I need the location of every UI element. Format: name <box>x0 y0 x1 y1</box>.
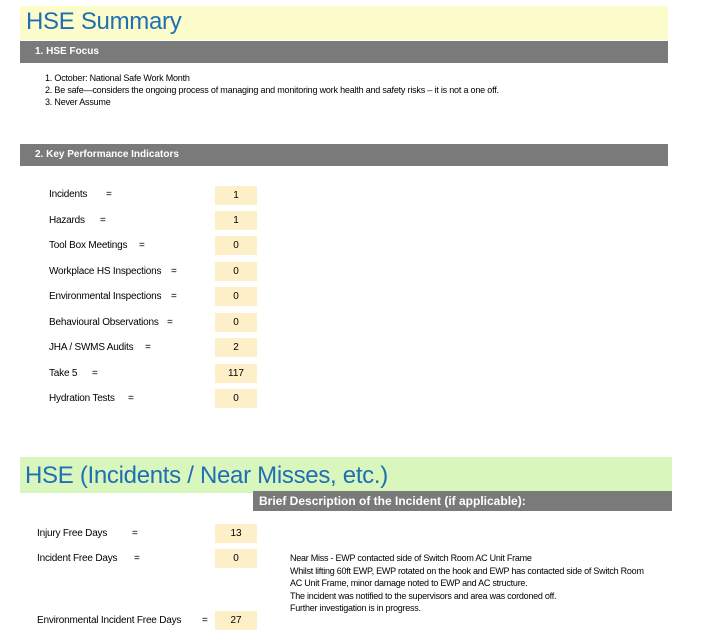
section-heading: 1. HSE Focus <box>35 46 99 57</box>
stat-equals: = <box>134 553 140 564</box>
kpi-equals: = <box>167 317 173 328</box>
section-header-hse-focus <box>20 41 668 63</box>
stat-value: 0 <box>215 549 257 568</box>
description-line: AC Unit Frame, minor damage noted to EWP and AC structure. <box>290 578 528 588</box>
brief-description-header <box>253 491 672 511</box>
stat-row-environmental-free <box>37 615 208 626</box>
stat-equals: = <box>202 615 208 626</box>
incident-description <box>290 552 690 615</box>
stat-value: 27 <box>215 611 257 630</box>
stat-label: Incident Free Days <box>37 553 118 564</box>
focus-item: 2. Be safe—considers the ongoing process of managing and monitoring work health and safety risks – it is not a one off. <box>45 85 499 95</box>
kpi-row-hydration <box>49 393 134 404</box>
kpi-row-toolbox <box>49 240 145 251</box>
kpi-row-hazards <box>49 215 106 226</box>
kpi-value: 1 <box>215 211 257 230</box>
kpi-equals: = <box>171 291 177 302</box>
kpi-equals: = <box>100 215 106 226</box>
page-title: HSE Summary <box>26 8 182 35</box>
kpi-value: 117 <box>215 364 257 383</box>
kpi-label: Incidents <box>49 189 88 200</box>
description-line: Near Miss - EWP contacted side of Switch Room AC Unit Frame <box>290 553 532 563</box>
stat-value: 13 <box>215 524 257 543</box>
kpi-label: Hazards <box>49 215 85 226</box>
kpi-row-environmental-inspections <box>49 291 177 302</box>
kpi-label: Environmental Inspections <box>49 291 162 302</box>
description-line: The incident was notified to the supervisors and area was cordoned off. <box>290 590 557 601</box>
kpi-equals: = <box>145 342 151 353</box>
hse-focus-list <box>45 72 499 108</box>
stat-label: Injury Free Days <box>37 528 108 539</box>
kpi-label: Tool Box Meetings <box>49 240 128 251</box>
stat-row-injury-free <box>37 528 138 539</box>
incidents-title: HSE (Incidents / Near Misses, etc.) <box>25 462 388 489</box>
description-line: Further investigation is in progress. <box>290 603 421 613</box>
stat-label: Environmental Incident Free Days <box>37 615 182 626</box>
brief-description-heading: Brief Description of the Incident (if applicable): <box>259 494 526 508</box>
kpi-label: Take 5 <box>49 368 78 379</box>
stat-row-incident-free <box>37 553 140 564</box>
kpi-label: Behavioural Observations <box>49 317 159 328</box>
kpi-equals: = <box>92 368 98 379</box>
kpi-value: 0 <box>215 389 257 408</box>
kpi-label: Hydration Tests <box>49 393 115 404</box>
focus-item: 1. October: National Safe Work Month <box>45 73 190 83</box>
section-heading: 2. Key Performance Indicators <box>35 149 179 160</box>
kpi-label: JHA / SWMS Audits <box>49 342 134 353</box>
kpi-value: 2 <box>215 338 257 357</box>
section-header-kpi <box>20 144 668 166</box>
kpi-equals: = <box>139 240 145 251</box>
kpi-value: 0 <box>215 236 257 255</box>
kpi-row-take5 <box>49 368 98 379</box>
stat-equals: = <box>132 528 138 539</box>
kpi-row-behavioural-observations <box>49 317 173 328</box>
kpi-value: 0 <box>215 287 257 306</box>
title-banner <box>20 6 668 40</box>
kpi-row-incidents <box>49 189 112 200</box>
kpi-label: Workplace HS Inspections <box>49 266 162 277</box>
kpi-value: 1 <box>215 186 257 205</box>
focus-item: 3. Never Assume <box>45 97 111 107</box>
kpi-value: 0 <box>215 313 257 332</box>
kpi-equals: = <box>128 393 134 404</box>
kpi-row-workplace-inspections <box>49 266 177 277</box>
incidents-banner <box>20 457 672 493</box>
kpi-value: 0 <box>215 262 257 281</box>
kpi-equals: = <box>106 189 112 200</box>
kpi-equals: = <box>171 266 177 277</box>
kpi-row-jha-swms <box>49 342 151 353</box>
description-line: Whilst lifting 60ft EWP, EWP rotated on the hook and EWP has contacted side of Switch Room <box>290 565 644 576</box>
